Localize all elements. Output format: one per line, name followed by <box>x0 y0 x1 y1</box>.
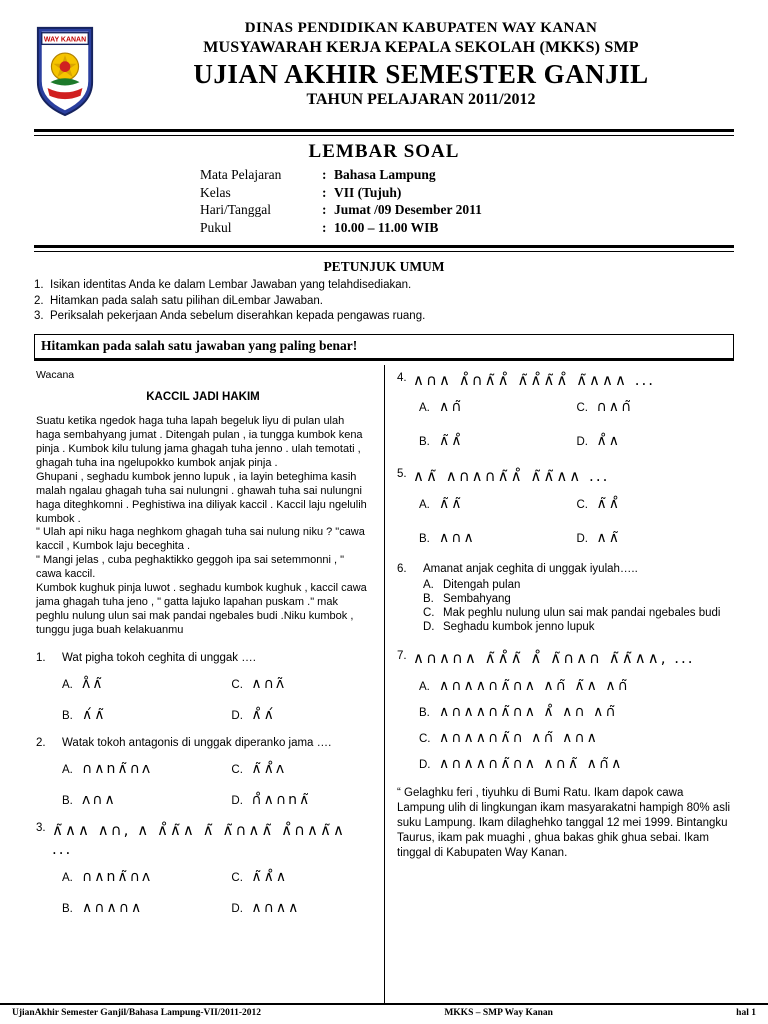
option-c: C. ∧̃∧̊ʌ <box>231 761 287 778</box>
field-value: Jumat /09 Desember 2011 <box>334 202 482 218</box>
instructions-title: PETUNJUK UMUM <box>323 259 445 275</box>
left-column <box>34 365 384 1003</box>
field-value: 10.00 – 11.00 WIB <box>334 219 439 235</box>
organization-name: MUSYAWARAH KERJA KEPALA SEKOLAH (MKKS) SMP <box>203 39 639 56</box>
story-paragraph: " Mangi jelas , cuba peghaktikko geggoh ipa sai setemmonni , " cawa kaccil. <box>36 554 345 581</box>
lampung-script-question: ∧∩∧ ∧̊∩∧̃∧̊ ∧̃∧̊∧̃∧̊ ∧̃∧∧∧ ... <box>413 370 656 389</box>
coat-of-arms-icon <box>34 22 96 119</box>
option-text: Sembahyang <box>443 593 511 606</box>
lampung-script: ∧∩∧∧∩∧̃∩ ∧∩̃ ∧∩∧ <box>439 729 599 746</box>
question-number: 3. <box>36 822 46 835</box>
field-row <box>200 201 734 219</box>
page-footer <box>0 1003 768 1024</box>
story-paragraph: Suatu ketika ngedok haga tuha lapah begeluk liyu di pulan ulah haga sembahyang jumat . Ditengah pulan , ia tungga kumbok kena pinja . Kumbok kilu tulung jama ghagah tuha jenno . ulah temotati , ghagah tuha ina ngelupokko kumbok anjak pinja . <box>36 414 363 469</box>
question-number: 5. <box>397 468 407 481</box>
option-text: Ditengah pulan <box>443 579 521 592</box>
lampung-script: ∧̃∧̊∧ <box>251 868 289 885</box>
footer-page-number: hal 1 <box>736 1008 756 1018</box>
field-colon: : <box>322 202 327 218</box>
instruction-number: 3. <box>34 310 44 323</box>
way-kanan-logo <box>34 20 108 124</box>
footer-center: MKKS – SMP Way Kanan <box>444 1008 553 1018</box>
option-b: B. ∧́∧̃ <box>62 707 107 724</box>
question-text: Watak tokoh antagonis di unggak diperanko jama …. <box>62 737 332 750</box>
lampung-script: ∧̊∧ <box>596 433 621 450</box>
option-c: C. ∩∧∩̃ <box>576 399 634 416</box>
option-d: D. ∧̊∧́ <box>231 707 276 724</box>
story-text <box>36 415 370 639</box>
question-columns <box>34 365 734 1003</box>
header-titles <box>108 20 734 109</box>
option-d: D. ∧∩∧∧∩∧̃∩∧ ∧∩∧̃ ∧∩̃∧ <box>419 755 624 772</box>
field-colon: : <box>322 219 327 235</box>
question-number: 7. <box>397 650 407 663</box>
lampung-script: ∧∩∧∧ <box>251 899 301 916</box>
lampung-script: ∧̃∧̃ <box>439 496 464 513</box>
field-row <box>200 219 734 237</box>
lampung-script: ∧∩∧∧∩∧̃∩∧ ∧∩∧̃ ∧∩̃∧ <box>439 755 624 772</box>
option-d: D. ∧̊∧ <box>576 433 621 450</box>
instruction-number: 1. <box>34 279 44 292</box>
field-value: Bahasa Lampung <box>334 167 436 182</box>
lampung-script: ∩∧n∧̃∩ʌ <box>82 868 153 885</box>
option-c: C. ∧∩ʌ̃ <box>231 676 287 693</box>
option-b: B. ʌ∩∧ <box>62 792 117 809</box>
option-text: Seghadu kumbok jenno lupuk <box>443 621 595 634</box>
field-label: Mata Pelajaran <box>200 167 282 182</box>
lampung-script-question: ∧∩∧∩∧ ∧̃∧̊∧̃ ∧̊ ∧̃∩∧∩ ∧̃∧̃∧∧, ... <box>413 649 695 668</box>
lampung-script: ∧̃∧̊ <box>596 496 621 513</box>
lampung-script: ∧∧̃ <box>596 530 621 547</box>
story-paragraph: Kumbok kughuk pinja luwot . seghadu kumbok kughuk , kaccil cawa jama ghagah tuha jeno , " gatta lajuko lapahan puskam ." mak peghlu nulung ulun sai mak pandai ngebales budi .Niku kumbok , tunggu juga buah kelakuanmu <box>36 582 367 637</box>
option-d: D. ∧∧̃ <box>576 530 621 547</box>
exam-title: UJIAN AKHIR SEMESTER GANJIL <box>193 59 649 89</box>
question-text: Amanat anjak ceghita di unggak iyulah….. <box>423 563 638 576</box>
document-header <box>34 20 734 124</box>
lampung-script: ∧́∧̃ <box>82 707 107 724</box>
lampung-script: ∧∩∧∧∩∧̃∩∧ ∧̊ ∧∩ ∧∩̃ <box>439 703 618 720</box>
lampung-script: ∧∩∧∩∧ <box>82 899 144 916</box>
exam-info-fields <box>200 166 734 236</box>
highlight-instruction-box: Hitamkan pada salah satu jawaban yang paling benar! <box>34 334 734 361</box>
lampung-script-question: ∧̃∧∧ ∧∩, ∧ ∧̊∧̃∧ ∧̃ ∧̃∩∧∧̃ ∧̊∩∧∧̃∧ ... <box>52 821 346 858</box>
option-d: D. ∧∩∧∧ <box>231 899 301 916</box>
question-7 <box>397 649 734 772</box>
question-number: 6. <box>397 563 407 576</box>
lampung-script: ∧∩ʌ̃ <box>251 676 287 693</box>
sheet-title: LEMBAR SOAL <box>308 141 460 162</box>
question-6 <box>397 562 734 633</box>
lampung-script: ∧̊∧́ <box>251 707 276 724</box>
academic-year: TAHUN PELAJARAN 2011/2012 <box>306 91 536 108</box>
lampung-script: ∩̊∧∩n∧̃ <box>251 792 312 809</box>
question-number: 4. <box>397 371 407 384</box>
field-row <box>200 166 734 184</box>
lampung-script: ∩∧∩̃ <box>596 399 634 416</box>
option-b: B. ∧∩∧∧∩∧̃∩∧ ∧̊ ∧∩ ∧∩̃ <box>419 703 618 720</box>
instruction-item <box>34 309 734 325</box>
option-a: A. ʌ̊∧̃ <box>62 676 105 693</box>
lampung-script-question: ∧∧̃ ∧∩∧∩∧̃∧̊ ∧̃∧̃∧∧ ... <box>413 467 610 486</box>
field-colon: : <box>322 184 327 200</box>
instruction-item <box>34 278 734 294</box>
instruction-text: Isikan identitas Anda ke dalam Lembar Jawaban yang telahdisediakan. <box>50 279 412 292</box>
option-a: A. ∩∧n∧̃∩ʌ <box>62 868 153 885</box>
option-a: A. ∧∩∧∧∩∧̃∩∧ ∧∩̃ ∧̃∧ ∧∩̃ <box>419 677 630 694</box>
lampung-script: ∧̃∧̊ <box>439 433 464 450</box>
lampung-script: ʌ∩∧ <box>82 792 117 809</box>
question-4 <box>397 371 734 450</box>
option-c: C. ∧̃∧̊ <box>576 496 621 513</box>
field-label: Kelas <box>200 184 231 200</box>
lampung-script: ∧∩̃ <box>439 399 464 416</box>
option-a: A. ∩∧n∧̃∩ʌ <box>62 761 153 778</box>
field-label: Pukul <box>200 219 232 235</box>
field-label: Hari/Tanggal <box>200 202 272 218</box>
agency-name: DINAS PENDIDIKAN KABUPATEN WAY KANAN <box>244 20 598 36</box>
option-c: C. ∧̃∧̊∧ <box>231 868 289 885</box>
option-b: B. ∧̃∧̊ <box>419 433 464 450</box>
question-5 <box>397 467 734 546</box>
section-divider <box>34 245 734 252</box>
lampung-script: ∧̃∧̊ʌ <box>251 761 287 778</box>
option-b: B. Sembahyang <box>423 593 511 606</box>
story-title: KACCIL JADI HAKIM <box>146 390 260 403</box>
field-row <box>200 184 734 202</box>
story-paragraph: Ghupani , seghadu kumbok jenno lupuk , ia layin beteghima kasih malah ngalau ghagah tuha sai nulungni . ghawah tuha sai nulungni haga diteghkomni . Peghistiwa ina diliyak kaccil . Kaccil laju ngelulih kumbok . <box>36 470 367 525</box>
story-paragraph: " Ulah api niku haga neghkom ghagah tuha sai nulung niku ? "cawa kaccil , Kumbok laju beceghita . <box>36 526 365 553</box>
question-3 <box>36 821 370 916</box>
option-d: D. Seghadu kumbok jenno lupuk <box>423 621 595 634</box>
option-c: C. Mak peghlu nulung ulun sai mak pandai ngebales budi <box>423 607 734 619</box>
lampung-script: ∩∧n∧̃∩ʌ <box>82 761 153 778</box>
logo-banner-text: WAY KANAN <box>43 36 87 44</box>
lampung-script: ∧∩∧∧∩∧̃∩∧ ∧∩̃ ∧̃∧ ∧∩̃ <box>439 677 630 694</box>
option-a: A. ∧∩̃ <box>419 399 464 416</box>
question-number: 2. <box>36 737 46 750</box>
option-a: A. ∧̃∧̃ <box>419 496 464 513</box>
lampung-script: ∧∩∧ <box>439 530 476 547</box>
instruction-number: 2. <box>34 294 44 307</box>
header-divider <box>34 129 734 136</box>
instruction-item <box>34 294 734 310</box>
option-b: B. ∧∩∧ <box>419 530 476 547</box>
field-colon: : <box>322 167 327 182</box>
wacana-label: Wacana <box>36 368 75 381</box>
closing-passage: “ Gelaghku feri , tiyuhku di Bumi Ratu. Ikam dapok cawa Lampung ulih di lingkungan ikam masyarakatni hampigh 80% asli suku Lampung. Ikam dilaghehko tanggal 12 mei 1999. Bintangku Taurus, ikam pak muaghi , ghua bakas ghik ghua sebai. Ikam tinggal di Kabupaten Way Kanan. <box>397 786 731 859</box>
field-value: VII (Tujuh) <box>334 184 402 200</box>
question-2 <box>36 736 370 808</box>
right-column <box>384 365 734 1003</box>
footer-left: UjianAkhir Semester Ganjil/Bahasa Lampung-VII/2011-2012 <box>12 1008 262 1018</box>
option-c: C. ∧∩∧∧∩∧̃∩ ∧∩̃ ∧∩∧ <box>419 729 599 746</box>
question-1 <box>36 651 370 723</box>
question-number: 1. <box>36 652 46 665</box>
instruction-text: Periksalah pekerjaan Anda sebelum diserahkan kepada pengawas ruang. <box>50 310 426 323</box>
lampung-script: ʌ̊∧̃ <box>82 676 105 693</box>
instruction-text: Hitamkan pada salah satu pilihan diLembar Jawaban. <box>50 294 323 307</box>
option-a: A. Ditengah pulan <box>423 579 521 592</box>
question-text: Wat pigha tokoh ceghita di unggak …. <box>62 652 256 665</box>
instructions-list <box>34 278 734 325</box>
option-d: D. ∩̊∧∩n∧̃ <box>231 792 312 809</box>
option-text: Mak peghlu nulung ulun sai mak pandai ngebales budi <box>443 607 721 620</box>
option-b: B. ∧∩∧∩∧ <box>62 899 144 916</box>
